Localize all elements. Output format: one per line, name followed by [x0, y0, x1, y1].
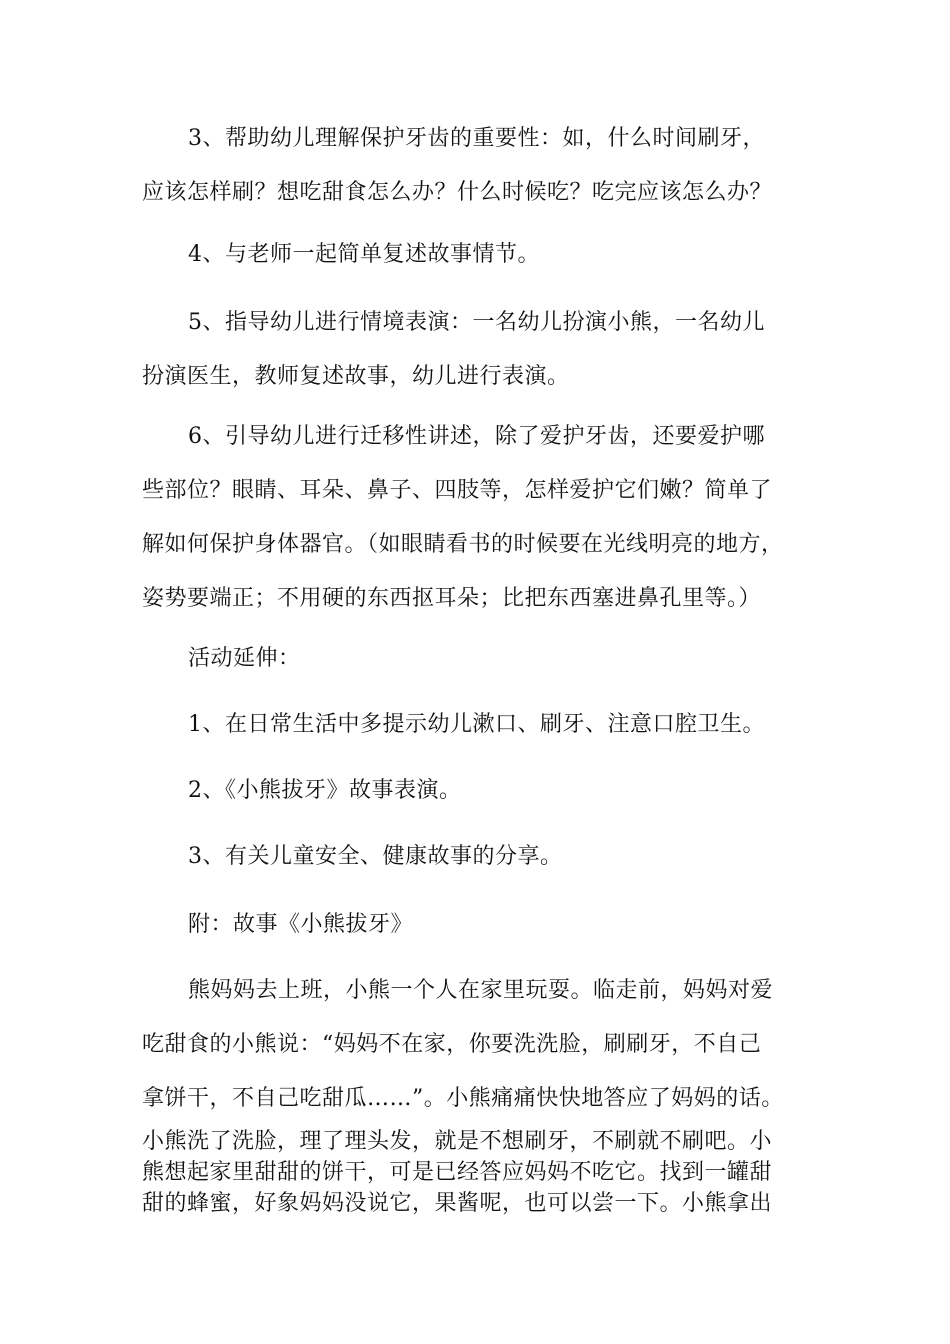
paragraph-extension-3: [142, 830, 818, 884]
paragraph-step-3: [142, 112, 818, 220]
text-line: 解如何保护身体器官。（如眼睛看书的时候要在光线明亮的地方，: [142, 532, 784, 557]
text-line: 6、引导幼儿进行迁移性讲述，除了爱护牙齿，还要爱护哪: [188, 424, 765, 449]
section-heading-story: [142, 898, 818, 952]
text-line: 扮演医生，教师复述故事，幼儿进行表演。: [142, 364, 570, 389]
paragraph-extension-2: [142, 764, 818, 818]
text-line: 3、有关儿童安全、健康故事的分享。: [188, 844, 563, 869]
text-line: 3、帮助幼儿理解保护牙齿的重要性：如，什么时间刷牙，: [188, 126, 765, 151]
text-line: 些部位？眼睛、耳朵、鼻子、四肢等，怎样爱护它们嫩？简单了: [142, 478, 773, 503]
text-line: 熊想起家里甜甜的饼干，可是已经答应妈妈不吃它。找到一罐甜: [142, 1160, 773, 1185]
text-line: 姿势要端正；不用硬的东西抠耳朵；比把东西塞进鼻孔里等。）: [142, 586, 762, 611]
text-line: 应该怎样刷？想吃甜食怎么办？什么时候吃？吃完应该怎么办？: [142, 180, 773, 205]
text-line: 活动延伸：: [188, 646, 301, 671]
text-line: 吃甜食的小熊说：“妈妈不在家，你要洗洗脸，刷刷牙，不自己: [142, 1032, 762, 1057]
section-heading-extension: [142, 632, 818, 686]
paragraph-story-1: [142, 964, 818, 1126]
text-line: 附：故事《小熊拔牙》: [188, 912, 414, 937]
text-line: 5、指导幼儿进行情境表演：一名幼儿扮演小熊，一名幼儿: [188, 310, 765, 335]
text-line: 1、在日常生活中多提示幼儿漱口、刷牙、注意口腔卫生。: [188, 712, 765, 737]
paragraph-story-2: [142, 1126, 818, 1219]
text-line: 拿饼干，不自己吃甜瓜……”。小熊痛痛快快地答应了妈妈的话。: [142, 1086, 784, 1111]
text-line: 熊妈妈去上班，小熊一个人在家里玩耍。临走前，妈妈对爱: [188, 978, 774, 1003]
paragraph-extension-1: [142, 698, 818, 752]
paragraph-step-5: [142, 296, 818, 404]
paragraph-step-6: [142, 410, 818, 626]
text-line: 小熊洗了洗脸，理了理头发，就是不想刷牙，不刷就不刷吧。小: [142, 1129, 773, 1154]
text-line: 2、《小熊拔牙》故事表演。: [188, 778, 462, 803]
text-line: 甜的蜂蜜，好象妈妈没说它，果酱呢，也可以尝一下。小熊拿出: [142, 1191, 773, 1216]
paragraph-step-4: [142, 228, 818, 282]
text-line: 4、与老师一起简单复述故事情节。: [188, 242, 540, 267]
